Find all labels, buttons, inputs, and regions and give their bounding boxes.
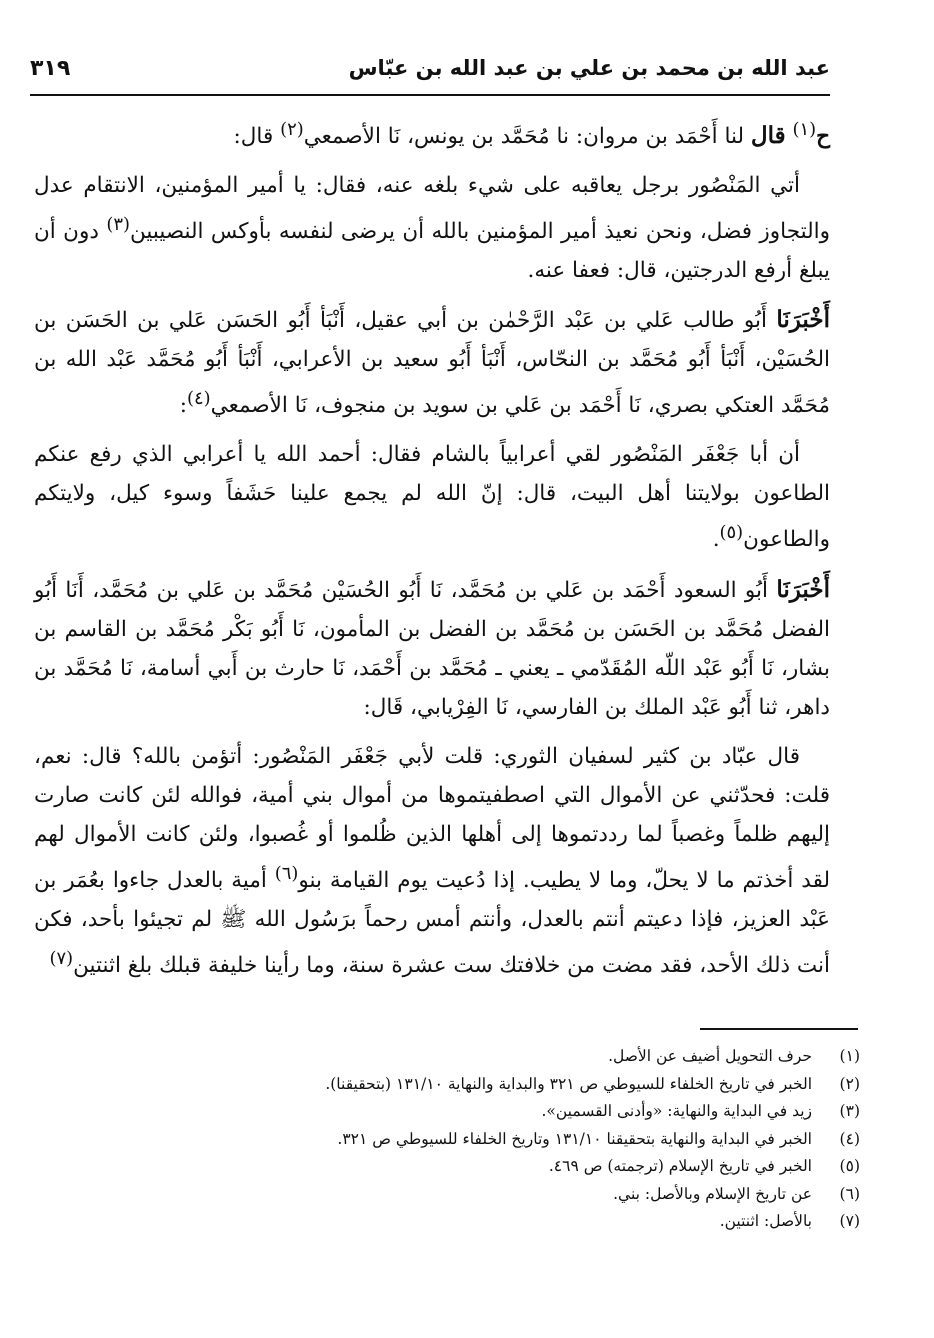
footnote-text: عن تاريخ الإسلام وبالأصل: بني. [613,1184,812,1203]
paragraph-text: . [712,527,720,553]
footnotes [300,1043,860,1236]
footnote [300,1071,860,1099]
main-text [34,110,830,995]
footnote [300,1153,860,1181]
paragraph-text: قال: [233,124,274,150]
footnote-ref: (١) [792,119,817,140]
narration-keyword: قال [750,122,786,150]
paragraph-text: أَبُو السعود أَحْمَد بن عَلي بن مُحَمَّد، نَا أَبُو الحُسَيْن مُحَمَّد بن عَلي بن مُحَمَّد، أَنَا أَبُو الفضل مُحَمَّد بن الحَسَن بن مُحَمَّد بن الفضل بن المأمون، نَا أَبُو بَكْر مُحَمَّد بن القاسم بن بشار، نَا أَبُو عَبْد اللّه المُقَدّمي ـ يعني ـ مُحَمَّد بن أَحْمَد، نَا حارث بن أَبي أسامة، نَا مُحَمَّد بن داهر، ثنا أَبُو عَبْد الملك بن الفارسي، نَا الفِرْيابي، قَال: [34,577,830,720]
narration-keyword: أَخْبَرَنَا [776,306,830,334]
footnote-text: الخبر في البداية والنهاية بتحقيقنا ١٣١/١٠ وتاريخ الخلفاء للسيوطي ص ٣٢١. [337,1129,812,1148]
footnote-ref: (٧) [49,947,74,969]
footnote-text: الخبر في تاريخ الخلفاء للسيوطي ص ٣٢١ والبداية والنهاية ١٣١/١٠ (بتحقيقنا). [325,1074,812,1093]
footnote-number: (٦) [839,1184,860,1203]
paragraph-text: : [179,393,188,419]
footnote-ref: (٣) [106,214,130,236]
paragraph-text: دون أن يبلغ أرفع الدرجتين، قال: فعفا عنه. [34,219,830,284]
paragraph-text: أن أبا جَعْفَر المَنْصُور لقي أعرابياً بالشام فقال: أحمد الله يا أعرابي الذي رفع عنكم الطاعون بولايتنا أهل البيت، قال: إنّ الله لم يجمع علينا حَشَفاً وسوء كيل، ولايتكم والطاعون [34,442,830,553]
footnote [300,1181,860,1209]
footnote [300,1208,860,1236]
footnote-ref: (٥) [719,522,744,544]
footnote-text: زيد في البداية والنهاية: «وأدنى القسمين». [541,1102,812,1120]
paragraph-text: قال عبّاد بن كثير لسفيان الثوري: قلت لأبي جَعْفَر المَنْصُور: أتؤمن بالله؟ قال: نعم، قلت: فحدّثني عن الأموال التي اصطفيتموها من أموال بني أمية، فوالله لئن كانت صارت إليهم ظلماً وغصباً لما رددتموها إلى أهلها الذين ظُلموا أو غُصبوا، ولئن كانت الأموال لهم لقد أخذتم ما لا يحلّ، وما لا يطيب. إذا دُعيت يوم القيامة بنو [34,743,831,893]
footnote-text: الخبر في تاريخ الإسلام (ترجمته) ص ٤٦٩. [548,1157,812,1175]
footnote-number: (٥) [839,1157,860,1175]
footnote-ref: (٤) [187,388,211,410]
footnote [300,1126,860,1154]
footnote-ref: (٢) [280,119,304,140]
footnote-text: بالأصل: اثنتين. [719,1212,812,1230]
paragraph [34,570,830,727]
narration-keyword: أَخْبَرَنَا [776,575,830,603]
footnote-number: (٤) [839,1129,860,1148]
paragraph-text: أمية بالعدل جاءوا بعُمَر بن عَبْد العزيز، فإذا دعيتم أنتم بالعدل، وأنتم أمس رحماً برَسُول الله ﷺ لم تجيئوا بأحد، فكن أنت ذلك الأحد، فقد مضت من خلافتك ست عشرة سنة، وما رأينا خليفة قبلك بلغ اثنتين [34,867,830,978]
footnote-number: (١) [839,1047,860,1065]
footnote [300,1043,860,1071]
page-number: ٣١٩ [30,56,71,81]
footnote-separator [700,1028,858,1030]
page-header [30,50,830,96]
paragraph [34,110,830,156]
paragraph-text: أَبُو طالب عَلي بن عَبْد الرَّحْمٰن بن أبي عقيل، أَنْبَأ أَبُو الحَسَن عَلي بن الحَسَن بن الحُسَيْن، أَنْبَأ أَبُو مُحَمَّد بن النحّاس، أَنْبَأ أَبُو سعيد بن الأعرابي، أَنْبَأ أَبُو مُحَمَّد عَبْد الله بن مُحَمَّد العتكي بصري، نَا أَحْمَد بن عَلي بن سويد بن منجوف، نَا الأصمعي [34,308,830,419]
paragraph [34,737,830,985]
running-title: عبد الله بن محمد بن علي بن عبد الله بن عبّاس [348,56,830,80]
paragraph-text: أتي المَنْصُور برجل يعاقبه على شيء بلغه عنه، فقال: يا أمير المؤمنين، الانتقام عدل والتجاوز فضل، ونحن نعيذ أمير المؤمنين بالله أن يرضى لنفسه بأوكس النصيبين [34,173,830,245]
paragraph [34,300,830,425]
paragraph-text: لنا أَحْمَد بن مروان: نا مُحَمَّد بن يونس، نَا الأصمعي [303,124,745,150]
transition-marker: ح [816,124,830,150]
footnote-ref: (٦) [274,862,299,884]
footnote-number: (٢) [839,1074,860,1093]
paragraph [34,435,830,559]
footnote [300,1098,860,1126]
footnote-text: حرف التحويل أضيف عن الأصل. [608,1047,812,1065]
paragraph [34,166,830,290]
footnote-number: (٧) [839,1212,860,1230]
footnote-number: (٣) [839,1102,860,1120]
